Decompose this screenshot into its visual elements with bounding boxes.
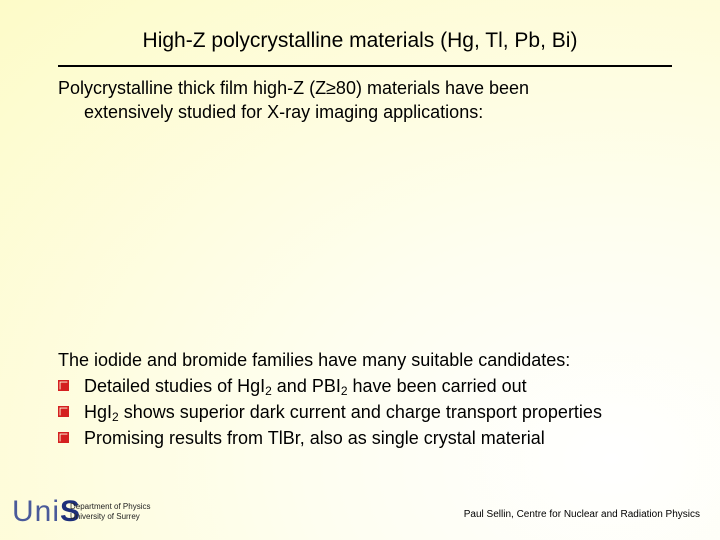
bullet-text-part: Detailed studies of HgI — [84, 376, 266, 396]
candidates-lead: The iodide and bromide families have many suitable candidates: — [58, 350, 571, 370]
bullet-text — [84, 402, 602, 422]
logo-word-uni: Uni — [12, 495, 61, 528]
bullet-text-part: and PBI — [271, 376, 341, 396]
subscript: 2 — [265, 384, 272, 398]
bullet-item — [58, 425, 688, 451]
footer-credit: Paul Sellin, Centre for Nuclear and Radiation Physics — [463, 509, 700, 520]
bullet-text-part: shows superior dark current and charge transport properties — [118, 402, 602, 422]
bullet-square-icon — [58, 406, 69, 417]
bullet-text-part: have been carried out — [347, 376, 527, 396]
bullet-item — [58, 399, 688, 425]
logo-word-s: S — [60, 495, 82, 528]
bullet-text-part: HgI — [84, 402, 113, 422]
logo-dept-line-2: University of Surrey — [70, 512, 140, 521]
intro-line-1: Polycrystalline thick film high-Z (Z≥80) materials have been — [58, 78, 530, 98]
bullet-text: Promising results from TlBr, also as single crystal material — [84, 428, 545, 448]
title-divider — [58, 65, 672, 67]
slide-title: High-Z polycrystalline materials (Hg, Tl, Pb, Bi) — [142, 29, 578, 52]
subscript: 2 — [112, 410, 119, 424]
candidates-section — [58, 347, 688, 451]
bullet-square-icon — [58, 380, 69, 391]
bullet-square-icon — [58, 432, 69, 443]
logo-department — [70, 502, 150, 522]
intro-paragraph — [58, 76, 678, 124]
logo-dept-line-1: Department of Physics — [70, 502, 151, 511]
subscript: 2 — [340, 384, 348, 398]
intro-line-2: extensively studied for X-ray imaging applications: — [84, 102, 484, 122]
bullet-item — [58, 373, 688, 399]
university-logo — [12, 496, 172, 528]
bullet-text — [84, 376, 527, 396]
